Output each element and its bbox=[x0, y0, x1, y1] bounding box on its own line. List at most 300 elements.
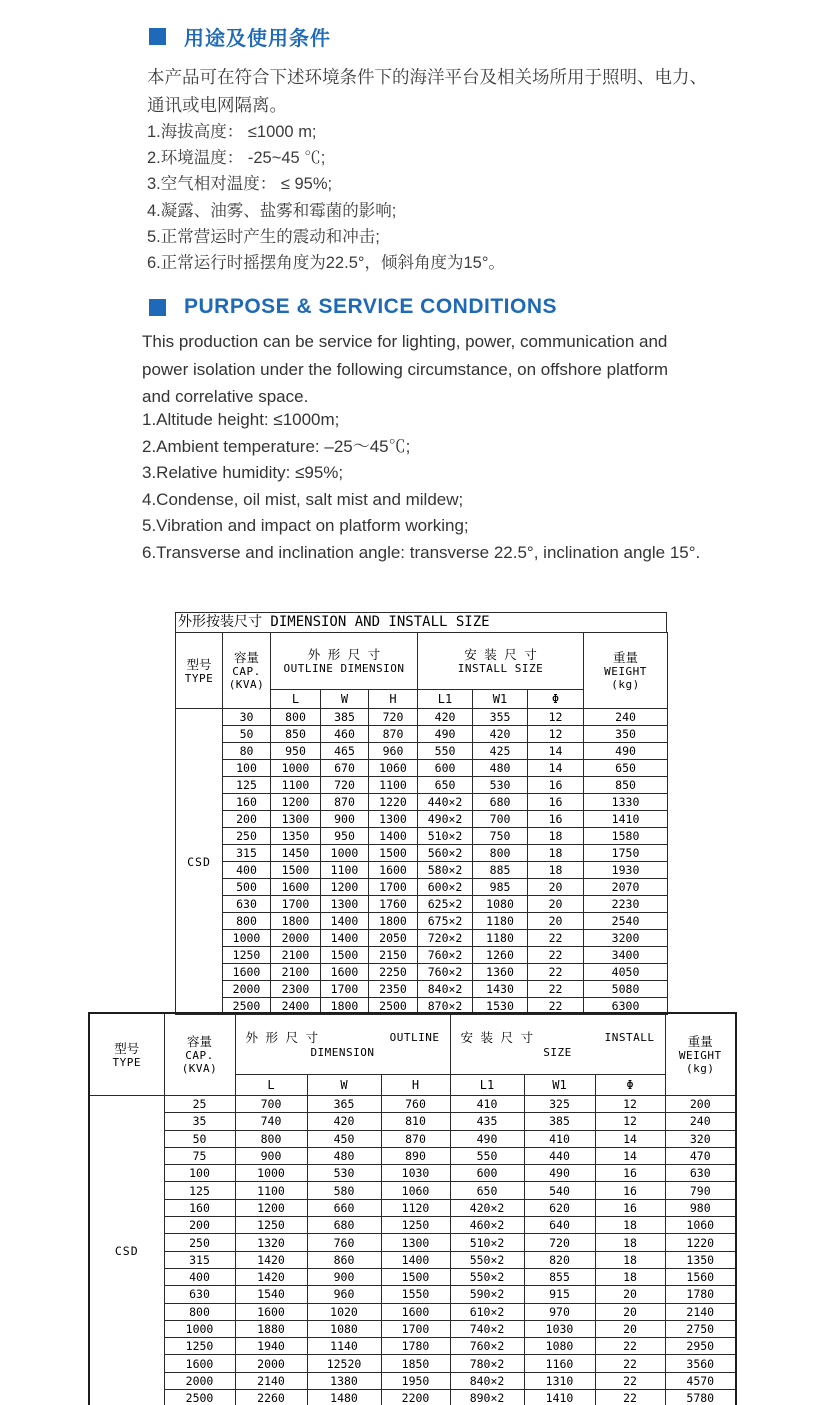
subcol-L1: L1 bbox=[418, 690, 473, 709]
table-cell: 740×2 bbox=[450, 1320, 524, 1337]
table-cell: 820 bbox=[524, 1251, 595, 1268]
table-cell: 160 bbox=[223, 794, 271, 811]
table-cell: 490 bbox=[584, 743, 668, 760]
table-row bbox=[89, 1217, 736, 1234]
table-cell: 1940 bbox=[235, 1338, 307, 1355]
table-cell: 1600 bbox=[369, 862, 418, 879]
table-cell: 740 bbox=[235, 1113, 307, 1130]
table-cell: 2540 bbox=[584, 913, 668, 930]
table-cell: 1500 bbox=[369, 845, 418, 862]
table-cell: 1080 bbox=[307, 1320, 381, 1337]
table-cell: 16 bbox=[528, 811, 584, 828]
table-cell: 760×2 bbox=[418, 947, 473, 964]
table-cell: 670 bbox=[321, 760, 369, 777]
table-row bbox=[89, 1234, 736, 1251]
table-cell: 1930 bbox=[584, 862, 668, 879]
table-cell: 1100 bbox=[321, 862, 369, 879]
table-cell: 3200 bbox=[584, 930, 668, 947]
table-row bbox=[89, 1165, 736, 1182]
table-cell: 1260 bbox=[473, 947, 528, 964]
table-cell: 1450 bbox=[271, 845, 321, 862]
table-cell: 440×2 bbox=[418, 794, 473, 811]
col-header-install bbox=[450, 1013, 665, 1075]
table-cell: 950 bbox=[271, 743, 321, 760]
table-cell: 420×2 bbox=[450, 1199, 524, 1216]
table-cell: 1380 bbox=[307, 1372, 381, 1389]
table-cell: 2000 bbox=[235, 1355, 307, 1372]
table-cell: 250 bbox=[223, 828, 271, 845]
table-cell: 410 bbox=[450, 1096, 524, 1113]
table-cell: 1400 bbox=[321, 930, 369, 947]
table-cell: 1600 bbox=[271, 879, 321, 896]
table-cell: 16 bbox=[595, 1165, 665, 1182]
header-en: OUTLINE DIMENSION bbox=[283, 662, 405, 675]
table-cell: 1800 bbox=[369, 913, 418, 930]
table-cell: 160 bbox=[164, 1199, 235, 1216]
table-cell: 325 bbox=[524, 1096, 595, 1113]
table-cell: 490×2 bbox=[418, 811, 473, 828]
table-cell: 2250 bbox=[369, 964, 418, 981]
en-condition-list bbox=[142, 407, 700, 567]
table-cell: 810 bbox=[381, 1113, 450, 1130]
table-cell: 960 bbox=[369, 743, 418, 760]
list-item: 4.Condense, oil mist, salt mist and mildew; bbox=[142, 489, 464, 509]
table-cell: 1300 bbox=[369, 811, 418, 828]
table-cell: 1950 bbox=[381, 1372, 450, 1389]
table-cell: 2100 bbox=[271, 964, 321, 981]
table-cell: 1200 bbox=[235, 1199, 307, 1216]
table-cell: 1700 bbox=[271, 896, 321, 913]
table-cell: 22 bbox=[595, 1372, 665, 1389]
header-en: CAP. bbox=[232, 665, 261, 678]
table-cell: 12 bbox=[595, 1113, 665, 1130]
header-cn: 重量 bbox=[613, 650, 639, 665]
table-cell: 14 bbox=[528, 743, 584, 760]
table-cell: 720 bbox=[369, 709, 418, 726]
table-cell: 1780 bbox=[381, 1338, 450, 1355]
table-cell: 790 bbox=[665, 1182, 736, 1199]
table-cell: 22 bbox=[528, 981, 584, 998]
table-cell: 1300 bbox=[271, 811, 321, 828]
list-item: 3.Relative humidity: ≤95%; bbox=[142, 463, 344, 483]
table-cell: 870 bbox=[321, 794, 369, 811]
table-cell: 20 bbox=[595, 1286, 665, 1303]
type-value-cell: CSD bbox=[89, 1096, 164, 1405]
table-row bbox=[176, 828, 668, 845]
table-cell: 1500 bbox=[271, 862, 321, 879]
table-cell: 1020 bbox=[307, 1303, 381, 1320]
table-cell: 470 bbox=[665, 1147, 736, 1164]
table-row bbox=[89, 1113, 736, 1130]
table-cell: 200 bbox=[223, 811, 271, 828]
table-cell: 1550 bbox=[381, 1286, 450, 1303]
table-row bbox=[89, 1130, 736, 1147]
table-cell: 1800 bbox=[321, 998, 369, 1015]
table-cell: 420 bbox=[307, 1113, 381, 1130]
table-cell: 870 bbox=[369, 726, 418, 743]
table-cell: 1320 bbox=[235, 1234, 307, 1251]
table-cell: 1030 bbox=[524, 1320, 595, 1337]
table-cell: 22 bbox=[528, 947, 584, 964]
header-en: INSTALL bbox=[604, 1030, 655, 1044]
table-cell: 2230 bbox=[584, 896, 668, 913]
header-en: CAP. bbox=[185, 1049, 214, 1062]
paragraph-line: This production can be service for lighting, power, communication and bbox=[142, 332, 668, 351]
header-cn: 型号 bbox=[186, 656, 212, 672]
table-cell: 20 bbox=[528, 879, 584, 896]
table-cell: 1800 bbox=[271, 913, 321, 930]
table-cell: 600 bbox=[418, 760, 473, 777]
table-cell: 850 bbox=[271, 726, 321, 743]
table-cell: 1100 bbox=[235, 1182, 307, 1199]
header-en: OUTLINE bbox=[389, 1030, 440, 1044]
table-cell: 900 bbox=[321, 811, 369, 828]
cn-intro-paragraph bbox=[147, 64, 707, 119]
table-cell: 860 bbox=[307, 1251, 381, 1268]
table-cell: 600 bbox=[450, 1165, 524, 1182]
header-unit: (kg) bbox=[686, 1062, 715, 1075]
table-cell: 550×2 bbox=[450, 1251, 524, 1268]
table-cell: 1410 bbox=[524, 1390, 595, 1405]
table-cell: 1100 bbox=[271, 777, 321, 794]
table-row bbox=[176, 879, 668, 896]
table-cell: 890×2 bbox=[450, 1390, 524, 1405]
table-cell: 400 bbox=[223, 862, 271, 879]
table-row bbox=[89, 1372, 736, 1389]
table-cell: 720 bbox=[321, 777, 369, 794]
table-cell: 3560 bbox=[665, 1355, 736, 1372]
table-cell: 1760 bbox=[369, 896, 418, 913]
table-cell: 1220 bbox=[369, 794, 418, 811]
table-cell: 410 bbox=[524, 1130, 595, 1147]
table-cell: 12 bbox=[595, 1096, 665, 1113]
subcol-W1: W1 bbox=[473, 690, 528, 709]
table-cell: 385 bbox=[524, 1113, 595, 1130]
table-cell: 480 bbox=[473, 760, 528, 777]
table-cell: 16 bbox=[595, 1182, 665, 1199]
table-cell: 18 bbox=[595, 1251, 665, 1268]
table-cell: 1180 bbox=[473, 930, 528, 947]
subcol-H: H bbox=[381, 1075, 450, 1096]
table-cell: 840×2 bbox=[418, 981, 473, 998]
table-cell: 250 bbox=[164, 1234, 235, 1251]
table-cell: 315 bbox=[223, 845, 271, 862]
table-cell: 760×2 bbox=[418, 964, 473, 981]
table-cell: 1250 bbox=[235, 1217, 307, 1234]
table-cell: 460 bbox=[321, 726, 369, 743]
table-cell: 22 bbox=[595, 1355, 665, 1372]
table-cell: 18 bbox=[595, 1217, 665, 1234]
table-cell: 1500 bbox=[381, 1268, 450, 1285]
subcol-W1: W1 bbox=[524, 1075, 595, 1096]
table-cell: 2200 bbox=[381, 1390, 450, 1405]
table-cell: 625×2 bbox=[418, 896, 473, 913]
paragraph-line: 通讯或电网隔离。 bbox=[147, 94, 287, 115]
table-cell: 1300 bbox=[321, 896, 369, 913]
table-cell: 1480 bbox=[307, 1390, 381, 1405]
table-cell: 200 bbox=[164, 1217, 235, 1234]
table-cell: 1700 bbox=[381, 1320, 450, 1337]
table-cell: 1080 bbox=[473, 896, 528, 913]
table-cell: 6300 bbox=[584, 998, 668, 1015]
table-cell: 1400 bbox=[381, 1251, 450, 1268]
table-cell: 2500 bbox=[223, 998, 271, 1015]
type-value-cell: CSD bbox=[176, 709, 223, 1015]
table-cell: 420 bbox=[418, 709, 473, 726]
table-cell: 1350 bbox=[271, 828, 321, 845]
paragraph-line: and correlative space. bbox=[142, 387, 309, 406]
table-cell: 900 bbox=[307, 1268, 381, 1285]
table-cell: 980 bbox=[665, 1199, 736, 1216]
table-cell: 885 bbox=[473, 862, 528, 879]
list-item: 4.凝露、油雾、盐雾和霉菌的影响; bbox=[147, 201, 397, 220]
table-cell: 640 bbox=[524, 1217, 595, 1234]
col-header-type bbox=[89, 1013, 164, 1096]
table-cell: 240 bbox=[665, 1113, 736, 1130]
subcol-H: H bbox=[369, 690, 418, 709]
table-cell: 870×2 bbox=[418, 998, 473, 1015]
table-cell: 610×2 bbox=[450, 1303, 524, 1320]
table-cell: 400 bbox=[164, 1268, 235, 1285]
cn-section-title: 用途及使用条件 bbox=[184, 28, 331, 50]
table-cell: 16 bbox=[595, 1199, 665, 1216]
table-cell: 720×2 bbox=[418, 930, 473, 947]
table-cell: 385 bbox=[321, 709, 369, 726]
table-cell: 580×2 bbox=[418, 862, 473, 879]
table-cell: 425 bbox=[473, 743, 528, 760]
table-row bbox=[89, 1182, 736, 1199]
table1-body bbox=[176, 709, 668, 1015]
table2-body bbox=[89, 1096, 736, 1405]
header-cn: 外 形 尺 寸 bbox=[245, 1029, 319, 1045]
table-cell: 1600 bbox=[164, 1355, 235, 1372]
header-cn: 容量 bbox=[186, 1034, 212, 1049]
header-unit: (KVA) bbox=[181, 1062, 218, 1075]
header-en: SIZE bbox=[543, 1045, 572, 1059]
table-cell: 510×2 bbox=[450, 1234, 524, 1251]
list-item: 3.空气相对温度： ≤ 95%; bbox=[147, 175, 333, 194]
table-cell: 2500 bbox=[164, 1390, 235, 1405]
table-cell: 1120 bbox=[381, 1199, 450, 1216]
blue-square-bullet-icon bbox=[149, 28, 166, 45]
table-row bbox=[89, 1096, 736, 1113]
header-cn: 型号 bbox=[114, 1040, 140, 1056]
table-cell: 2000 bbox=[271, 930, 321, 947]
header-cn: 外 形 尺 寸 bbox=[307, 647, 381, 662]
table-row bbox=[176, 896, 668, 913]
table-cell: 800 bbox=[271, 709, 321, 726]
table-row bbox=[89, 1355, 736, 1372]
table-cell: 760×2 bbox=[450, 1338, 524, 1355]
table-cell: 900 bbox=[235, 1147, 307, 1164]
table-cell: 18 bbox=[595, 1234, 665, 1251]
table-cell: 720 bbox=[524, 1234, 595, 1251]
table-cell: 100 bbox=[223, 760, 271, 777]
list-item: 1.海拔高度： ≤1000 m; bbox=[147, 123, 317, 141]
table-row bbox=[89, 1199, 736, 1216]
list-item: 5.正常营运时产生的震动和冲击; bbox=[147, 227, 380, 246]
table-cell: 1420 bbox=[235, 1251, 307, 1268]
header-en: WEIGHT bbox=[604, 665, 647, 678]
col-header-capacity bbox=[223, 633, 271, 709]
table-cell: 16 bbox=[528, 777, 584, 794]
table-cell: 540 bbox=[524, 1182, 595, 1199]
header-cn: 容量 bbox=[233, 650, 259, 665]
table-cell: 630 bbox=[164, 1286, 235, 1303]
table-cell: 1780 bbox=[665, 1286, 736, 1303]
table-cell: 1400 bbox=[321, 913, 369, 930]
table-row bbox=[176, 862, 668, 879]
table-cell: 1060 bbox=[665, 1217, 736, 1234]
table-cell: 1160 bbox=[524, 1355, 595, 1372]
subcol-phi: Φ bbox=[595, 1075, 665, 1096]
table-cell: 20 bbox=[528, 913, 584, 930]
table-cell: 630 bbox=[665, 1165, 736, 1182]
table-cell: 1200 bbox=[321, 879, 369, 896]
dimension-table-2 bbox=[88, 1012, 737, 1405]
table-cell: 460×2 bbox=[450, 1217, 524, 1234]
table-row bbox=[89, 1390, 736, 1405]
table-cell: 16 bbox=[528, 794, 584, 811]
table-cell: 490 bbox=[450, 1130, 524, 1147]
table-cell: 1360 bbox=[473, 964, 528, 981]
table-row bbox=[89, 1268, 736, 1285]
subcol-W: W bbox=[307, 1075, 381, 1096]
table-cell: 870 bbox=[381, 1130, 450, 1147]
table-cell: 2150 bbox=[369, 947, 418, 964]
table-cell: 2300 bbox=[271, 981, 321, 998]
table-cell: 2000 bbox=[223, 981, 271, 998]
table-cell: 855 bbox=[524, 1268, 595, 1285]
blue-square-bullet-icon bbox=[149, 299, 166, 316]
table-row bbox=[176, 981, 668, 998]
list-item: 1.Altitude height: ≤1000m; bbox=[142, 410, 340, 429]
table-row bbox=[176, 811, 668, 828]
subcol-L: L bbox=[271, 690, 321, 709]
table-cell: 1250 bbox=[223, 947, 271, 964]
list-item: 6.正常运行时摇摆角度为22.5°，倾斜角度为15°。 bbox=[147, 253, 505, 272]
table-cell: 315 bbox=[164, 1251, 235, 1268]
header-en: INSTALL SIZE bbox=[457, 662, 544, 675]
table-cell: 800 bbox=[473, 845, 528, 862]
table-cell: 675×2 bbox=[418, 913, 473, 930]
table-cell: 490 bbox=[418, 726, 473, 743]
list-item: 2.环境温度： -25~45 ℃; bbox=[147, 149, 326, 168]
table-cell: 1580 bbox=[584, 828, 668, 845]
table-row bbox=[176, 845, 668, 862]
table-cell: 20 bbox=[595, 1320, 665, 1337]
table-row bbox=[89, 1286, 736, 1303]
table-cell: 2140 bbox=[235, 1372, 307, 1389]
header-cn: 安 装 尺 寸 bbox=[460, 1029, 534, 1045]
table-cell: 550 bbox=[418, 743, 473, 760]
paragraph-line: 本产品可在符合下述环境条件下的海洋平台及相关场所用于照明、电力、 bbox=[147, 67, 707, 87]
header-line bbox=[236, 1030, 450, 1046]
header-cn: 重量 bbox=[687, 1034, 713, 1049]
table-cell: 985 bbox=[473, 879, 528, 896]
table-cell: 630 bbox=[223, 896, 271, 913]
table-cell: 1220 bbox=[665, 1234, 736, 1251]
table-cell: 560×2 bbox=[418, 845, 473, 862]
table-cell: 1330 bbox=[584, 794, 668, 811]
table-cell: 1400 bbox=[369, 828, 418, 845]
table-cell: 1000 bbox=[321, 845, 369, 862]
table-cell: 600×2 bbox=[418, 879, 473, 896]
table-cell: 1430 bbox=[473, 981, 528, 998]
table-cell: 970 bbox=[524, 1303, 595, 1320]
table-cell: 30 bbox=[223, 709, 271, 726]
table-cell: 18 bbox=[528, 862, 584, 879]
table-cell: 14 bbox=[528, 760, 584, 777]
header-unit: (kg) bbox=[611, 678, 640, 691]
table-cell: 680 bbox=[473, 794, 528, 811]
table-cell: 530 bbox=[307, 1165, 381, 1182]
table-cell: 700 bbox=[235, 1096, 307, 1113]
table-row bbox=[176, 709, 668, 726]
col-header-install bbox=[418, 633, 584, 690]
col-header-type bbox=[176, 633, 223, 709]
table-cell: 350 bbox=[584, 726, 668, 743]
table-cell: 125 bbox=[164, 1182, 235, 1199]
table-cell: 18 bbox=[528, 845, 584, 862]
table-cell: 1600 bbox=[223, 964, 271, 981]
table-cell: 650 bbox=[450, 1182, 524, 1199]
table-row bbox=[89, 1303, 736, 1320]
table-cell: 2750 bbox=[665, 1320, 736, 1337]
table-cell: 1300 bbox=[381, 1234, 450, 1251]
table-cell: 25 bbox=[164, 1096, 235, 1113]
table-cell: 760 bbox=[307, 1234, 381, 1251]
col-header-weight bbox=[665, 1013, 736, 1096]
table-row bbox=[176, 913, 668, 930]
table-cell: 50 bbox=[164, 1130, 235, 1147]
table-cell: 1100 bbox=[369, 777, 418, 794]
table-cell: 1850 bbox=[381, 1355, 450, 1372]
table-cell: 1180 bbox=[473, 913, 528, 930]
table-cell: 1880 bbox=[235, 1320, 307, 1337]
table-cell: 80 bbox=[223, 743, 271, 760]
table-cell: 20 bbox=[595, 1303, 665, 1320]
table-cell: 650 bbox=[584, 760, 668, 777]
table-cell: 2140 bbox=[665, 1303, 736, 1320]
table-cell: 1700 bbox=[369, 879, 418, 896]
table-cell: 1000 bbox=[164, 1320, 235, 1337]
table-cell: 850 bbox=[584, 777, 668, 794]
table-cell: 14 bbox=[595, 1147, 665, 1164]
table-cell: 1250 bbox=[164, 1338, 235, 1355]
table-cell: 2950 bbox=[665, 1338, 736, 1355]
header-en: TYPE bbox=[184, 671, 214, 685]
table1-caption: 外形按装尺寸 DIMENSION AND INSTALL SIZE bbox=[175, 612, 667, 632]
table-cell: 22 bbox=[595, 1338, 665, 1355]
table-cell: 1700 bbox=[321, 981, 369, 998]
table-cell: 2400 bbox=[271, 998, 321, 1015]
table-cell: 2350 bbox=[369, 981, 418, 998]
subcol-phi: Φ bbox=[528, 690, 584, 709]
table-cell: 590×2 bbox=[450, 1286, 524, 1303]
table-cell: 22 bbox=[528, 964, 584, 981]
table-cell: 840×2 bbox=[450, 1372, 524, 1389]
table-cell: 1750 bbox=[584, 845, 668, 862]
table-cell: 1080 bbox=[524, 1338, 595, 1355]
table-cell: 2260 bbox=[235, 1390, 307, 1405]
table-cell: 660 bbox=[307, 1199, 381, 1216]
list-item: 2.Ambient temperature: –25～45℃; bbox=[142, 436, 411, 456]
en-section-title: PURPOSE & SERVICE CONDITIONS bbox=[184, 295, 558, 318]
table-cell: 1000 bbox=[235, 1165, 307, 1182]
dimension-table-1 bbox=[175, 612, 667, 1015]
table-cell: 500 bbox=[223, 879, 271, 896]
